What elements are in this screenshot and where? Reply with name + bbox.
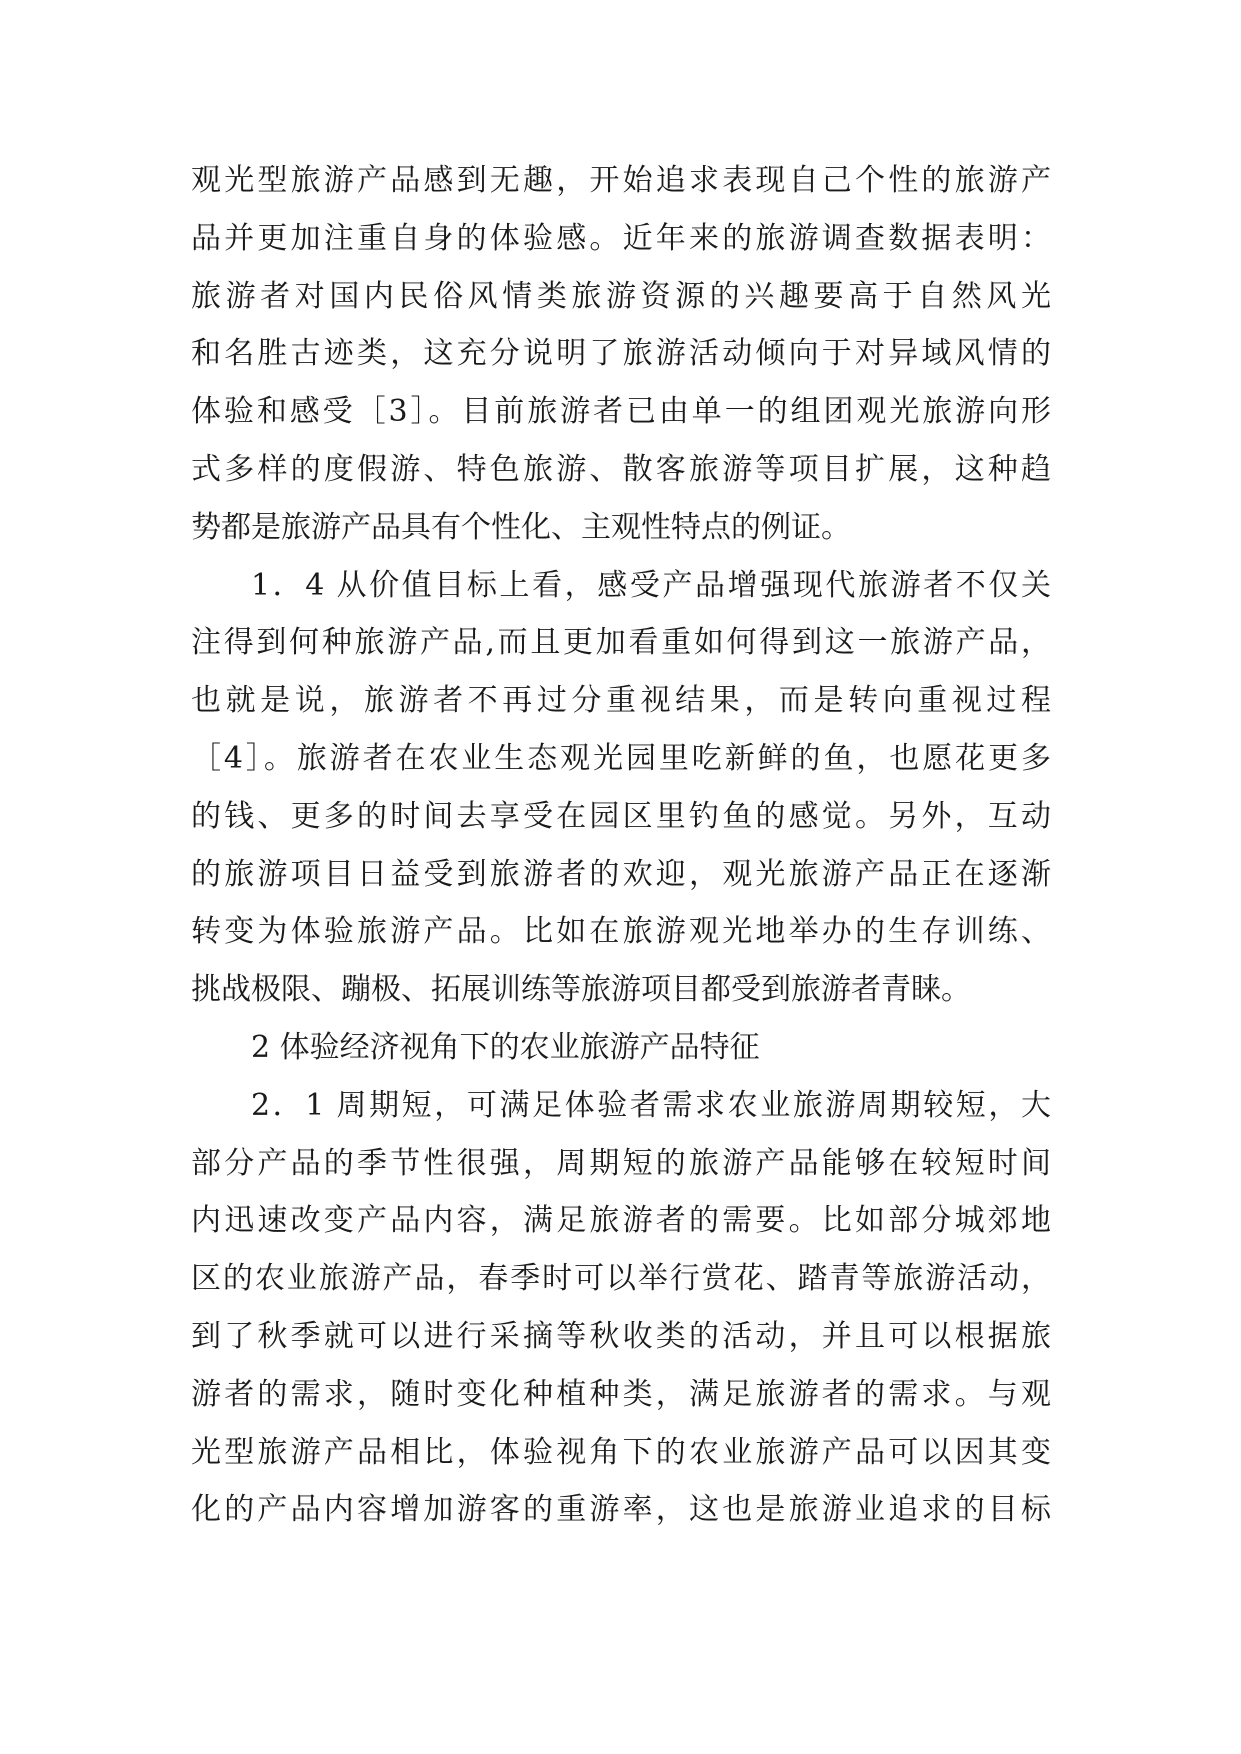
text-line: 品并更加注重自身的体验感。近年来的旅游调查数据表明：: [191, 220, 1051, 256]
text-line: 观光型旅游产品感到无趣，开始追求表现自己个性的旅游产: [191, 163, 1051, 198]
text-line: 区的农业旅游产品，春季时可以举行赏花、踏青等旅游活动，: [191, 1261, 1051, 1297]
text-line: 旅游者对国内民俗风情类旅游资源的兴趣要高于自然风光: [191, 278, 1051, 314]
paragraph-heading-2-1: 2．1 周期短，可满足体验者需求农业旅游周期较短，大: [251, 1087, 1051, 1123]
text-line: ［4］。旅游者在农业生态观光园里吃新鲜的鱼，也愿花更多: [191, 740, 1051, 776]
body-text: [191, 152, 1051, 1539]
text-line: 势都是旅游产品具有个性化、主观性特点的例证。: [191, 509, 851, 545]
text-line: 的旅游项目日益受到旅游者的欢迎，观光旅游产品正在逐渐: [191, 856, 1051, 892]
text-line: 转变为体验旅游产品。比如在旅游观光地举办的生存训练、: [191, 914, 1051, 950]
text-line: 挑战极限、蹦极、拓展训练等旅游项目都受到旅游者青睐。: [191, 972, 971, 1008]
section-heading: 2 体验经济视角下的农业旅游产品特征: [251, 1029, 760, 1065]
text-line: 式多样的度假游、特色旅游、散客旅游等项目扩展，这种趋: [191, 451, 1051, 487]
text-line: 部分产品的季节性很强，周期短的旅游产品能够在较短时间: [191, 1145, 1051, 1181]
text-line: 体验和感受［3］。目前旅游者已由单一的组团观光旅游向形: [191, 394, 1051, 430]
text-line: 内迅速改变产品内容，满足旅游者的需要。比如部分城郊地: [191, 1203, 1051, 1239]
text-line: 的钱、更多的时间去享受在园区里钓鱼的感觉。另外，互动: [191, 798, 1051, 834]
text-line: 也就是说，旅游者不再过分重视结果，而是转向重视过程: [191, 683, 1051, 719]
text-line: 游者的需求，随时变化种植种类，满足旅游者的需求。与观: [191, 1376, 1051, 1412]
text-line: 到了秋季就可以进行采摘等秋收类的活动，并且可以根据旅: [191, 1318, 1051, 1354]
text-line: 化的产品内容增加游客的重游率，这也是旅游业追求的目标: [191, 1492, 1051, 1528]
paragraph-heading-1-4: 1．4 从价值目标上看，感受产品增强现代旅游者不仅关: [251, 567, 1051, 603]
text-line: 注得到何种旅游产品,而且更加看重如何得到这一旅游产品，: [191, 625, 1051, 661]
text-line: 光型旅游产品相比，体验视角下的农业旅游产品可以因其变: [191, 1434, 1051, 1470]
text-line: 和名胜古迹类，这充分说明了旅游活动倾向于对异域风情的: [191, 336, 1051, 372]
